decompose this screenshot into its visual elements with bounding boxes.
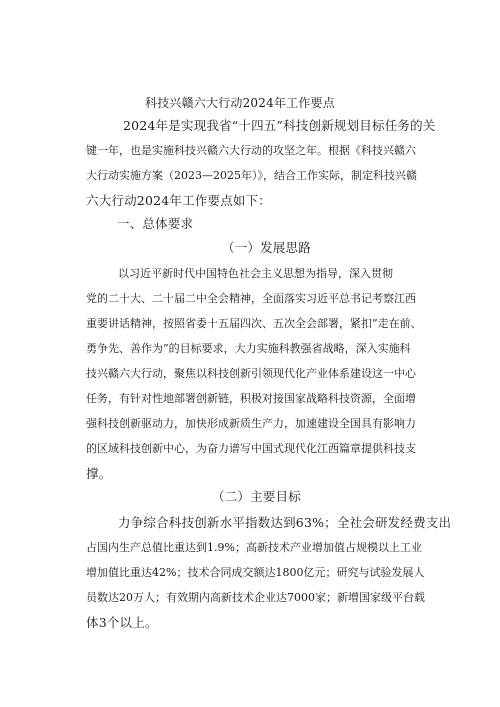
goals-line-3: 增加值比重达42%；技术合同成交额达1800亿元；研究与试验发展人 bbox=[86, 566, 425, 579]
goals-line-1: 力争综合科技创新水平指数达到63%；全社会研发经费支出 bbox=[118, 515, 452, 530]
section-heading-general-requirements: 一、总体要求 bbox=[117, 216, 194, 231]
approach-line-8: 的区域科技创新中心，为奋力谱写中国式现代化江西篇章提供科技支 bbox=[86, 442, 416, 455]
subsection-heading-development-approach: （一）发展思路 bbox=[222, 240, 311, 255]
document-title: 科技兴赣六大行动2024年工作要点 bbox=[145, 96, 335, 110]
approach-line-4: 勇争先、善作为”的目标要求，大力实施科教强省战略，深入实施科 bbox=[86, 342, 411, 355]
approach-line-3: 重要讲话精神，按照省委十五届四次、五次全会部署，紧扣”走在前、 bbox=[86, 317, 422, 330]
subsection-heading-main-goals: （二）主要目标 bbox=[212, 489, 301, 504]
intro-line-3: 大行动实施方案（2023—2025年）》，结合工作实际，制定科技兴赣 bbox=[86, 169, 417, 182]
goals-line-2: 占国内生产总值比重达到1.9%；高新技术产业增加值占规模以上工业 bbox=[86, 541, 422, 554]
approach-line-6: 任务，有针对性地部署创新链，积极对接国家战略科技资源，全面增 bbox=[86, 392, 416, 405]
intro-line-1: 2024年是实现我省“十四五”科技创新规划目标任务的关 bbox=[123, 118, 436, 133]
approach-line-1: 以习近平新时代中国特色社会主义思想为指导，深入贯彻 bbox=[118, 267, 393, 280]
intro-line-2: 键一年，也是实施科技兴赣六大行动的攻坚之年。根据《科技兴赣六 bbox=[86, 144, 416, 157]
approach-line-2: 党的二十大、二十届二中全会精神，全面落实习近平总书记考察江西 bbox=[86, 292, 416, 305]
goals-line-5: 体3个以上。 bbox=[86, 615, 158, 630]
approach-line-7: 强科技创新驱动力，加快形成新质生产力，加速建设全国具有影响力 bbox=[86, 417, 416, 430]
approach-line-5: 技兴赣六大行动，聚焦以科技创新引领现代化产业体系建设这一中心 bbox=[86, 367, 416, 380]
goals-line-4: 员数达20万人；有效期内高新技术企业达7000家；新增国家级平台载 bbox=[86, 591, 425, 604]
approach-line-9: 撑。 bbox=[86, 466, 112, 481]
intro-line-4: 六大行动2024年工作要点如下： bbox=[86, 193, 272, 208]
